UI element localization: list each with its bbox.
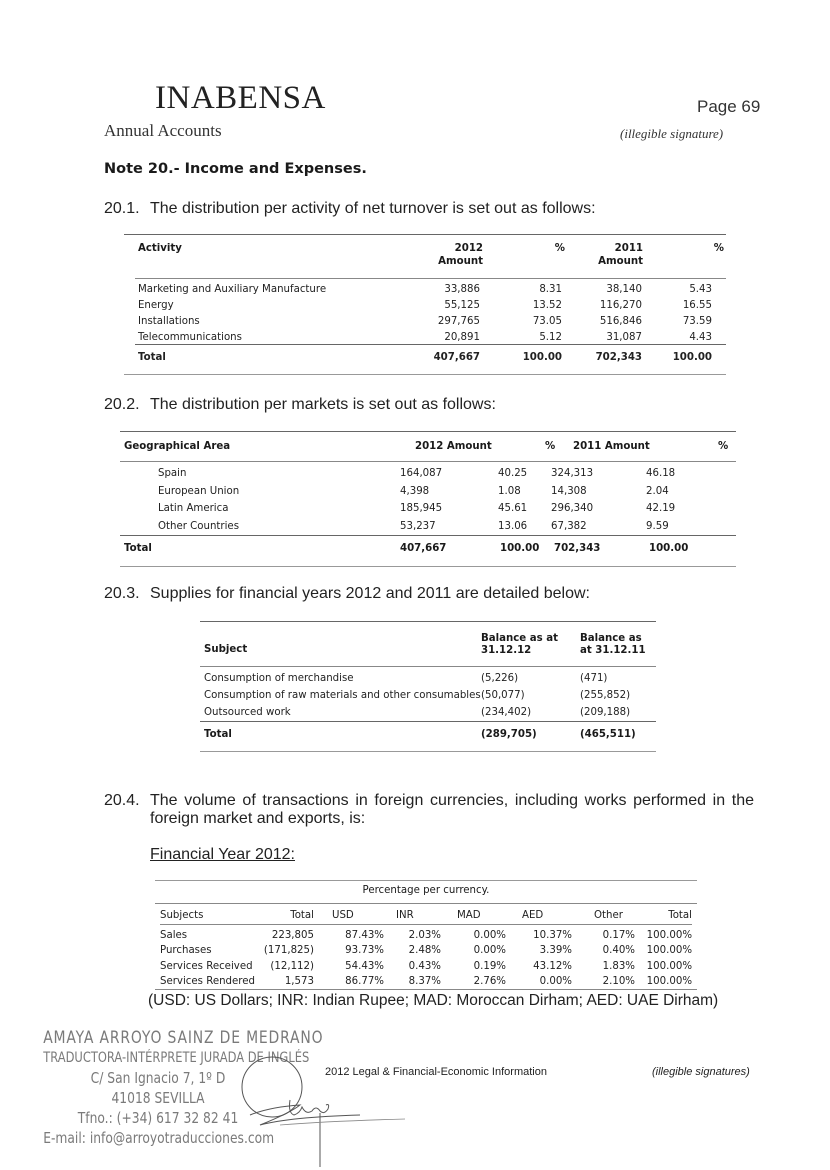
col-pct-2011: % — [713, 243, 724, 254]
activity-total-row — [138, 352, 724, 363]
stamp-title: TRADUCTORA-INTÉRPRETE JURADA DE INGLÉS — [43, 1050, 310, 1066]
col-balance-2011-line2: at 31.12.11 — [580, 645, 646, 656]
divider — [200, 721, 656, 722]
section-text-line1: The volume of transactions in foreign currencies, including works performed in the — [150, 792, 754, 809]
table-row: Services Rendered 1,573 86.77% 8.37% 2.76% 0.00% 2.10% 100.00% — [160, 976, 692, 988]
table-row: Consumption of raw materials and other consumables (50,077) (255,852) — [204, 690, 631, 701]
table-row: Latin America 185,945 45.61 296,340 42.19 — [158, 503, 676, 515]
table-row: Spain 164,087 40.25 324,313 46.18 — [158, 468, 676, 480]
col-2011-amount: Amount — [598, 256, 643, 267]
section-20-4-heading — [104, 792, 764, 828]
col-2012-amount: Amount — [438, 256, 483, 267]
section-number: 20.2. — [104, 396, 140, 413]
table-row: Marketing and Auxiliary Manufacture 33,886 8.31 38,140 5.43 — [138, 283, 712, 295]
col-balance-2011-line1: Balance as — [580, 633, 642, 644]
page-number: Page 69 — [697, 97, 761, 116]
table-row: Outsourced work (234,402) (209,188) — [204, 707, 631, 718]
table-row: Energy 55,125 13.52 116,270 16.55 — [138, 299, 712, 311]
financial-year-subheading: Financial Year 2012: — [150, 846, 295, 863]
activity-table-header — [138, 243, 728, 273]
col-balance-2012-line1: Balance as at — [481, 633, 558, 644]
currency-table-caption: Percentage per currency. — [362, 885, 490, 896]
currency-table — [160, 907, 692, 990]
table-row: Consumption of merchandise (5,226) (471) — [204, 673, 608, 684]
divider — [135, 278, 726, 279]
stamp-address: C/ San Ignacio 7, 1º D — [90, 1069, 226, 1087]
divider — [200, 666, 656, 667]
col-2011: 2011 — [614, 243, 643, 254]
col-pct-2012: % — [554, 243, 565, 254]
divider — [120, 431, 736, 432]
divider — [155, 880, 697, 881]
section-20-3-heading — [104, 585, 590, 603]
currency-legend: (USD: US Dollars; INR: Indian Rupee; MAD: Moroccan Dirham; AED: UAE Dirham) — [148, 992, 719, 1009]
table-row: European Union 4,398 1.08 14,308 2.04 — [158, 485, 669, 497]
markets-table — [158, 465, 706, 535]
divider — [124, 234, 726, 235]
divider — [120, 461, 736, 462]
stamp-phone: Tfno.: (+34) 617 32 82 41 — [77, 1109, 239, 1127]
section-text-line2: foreign market and exports, is: — [150, 810, 366, 827]
section-text: The distribution per markets is set out as follows: — [150, 396, 496, 413]
col-2011-amount: 2011 Amount — [573, 441, 650, 452]
divider — [124, 374, 726, 375]
table-row: Installations 297,765 73.05 516,846 73.59 — [138, 315, 712, 327]
table-row: Sales 223,805 87.43% 2.03% 0.00% 10.37% 0.17% 100.00% — [160, 929, 692, 941]
signature-note: (illegible signature) — [620, 126, 724, 141]
activity-table — [138, 281, 724, 345]
note-title: Note 20.- Income and Expenses. — [104, 161, 367, 177]
divider — [135, 344, 726, 345]
section-20-1-heading — [104, 200, 596, 218]
company-logo: INABENSA — [155, 80, 326, 116]
supplies-table-header — [204, 633, 660, 663]
col-2012-amount: 2012 Amount — [415, 441, 492, 452]
stamp-city: 41018 SEVILLA — [111, 1089, 205, 1107]
footer-center-text: 2012 Legal & Financial-Economic Information — [325, 1066, 547, 1078]
table-row: Services Received (12,112) 54.43% 0.43% 0.19% 43.12% 1.83% 100.00% — [160, 960, 692, 972]
table-row: Other Countries 53,237 13.06 67,382 9.59 — [158, 520, 669, 532]
divider — [200, 751, 656, 752]
section-number: 20.4. — [104, 792, 140, 809]
stamp-email: E-mail: info@arroyotraducciones.com — [43, 1129, 275, 1147]
col-2012: 2012 — [454, 243, 483, 254]
divider — [120, 566, 736, 567]
section-number: 20.3. — [104, 585, 140, 602]
stamp-name: AMAYA ARROYO SAINZ DE MEDRANO — [43, 1028, 324, 1048]
section-20-2-heading — [104, 396, 496, 414]
supplies-total-row: Total (289,705) (465,511) — [204, 729, 636, 740]
divider — [120, 535, 736, 536]
section-text: The distribution per activity of net turnover is set out as follows: — [150, 200, 596, 217]
col-pct-2012: % — [545, 441, 556, 452]
section-text: Supplies for financial years 2012 and 2011 are detailed below: — [150, 585, 590, 602]
divider — [155, 989, 697, 990]
col-pct-2011: % — [718, 441, 729, 452]
markets-total-row: Total 407,667 100.00 702,343 100.00 — [124, 543, 689, 554]
supplies-table — [204, 670, 660, 721]
col-subject: Subject — [204, 644, 248, 655]
divider — [155, 903, 697, 904]
table-row: Telecommunications 20,891 5.12 31,087 4.43 — [138, 331, 712, 343]
markets-table-header — [124, 441, 736, 457]
col-activity: Activity — [138, 243, 182, 254]
document-subtitle: Annual Accounts — [104, 121, 222, 140]
table-row-total: Total 407,667 100.00 702,343 100.00 — [138, 352, 712, 363]
section-number: 20.1. — [104, 200, 140, 217]
table-header-row: Subjects Total USD INR MAD AED Other Total — [160, 909, 692, 921]
divider — [200, 621, 656, 622]
table-row: Purchases (171,825) 93.73% 2.48% 0.00% 3.39% 0.40% 100.00% — [160, 945, 692, 957]
col-balance-2012-line2: 31.12.12 — [481, 645, 532, 656]
footer-signatures-note: (illegible signatures) — [652, 1066, 750, 1078]
col-geographical-area: Geographical Area — [124, 441, 231, 452]
